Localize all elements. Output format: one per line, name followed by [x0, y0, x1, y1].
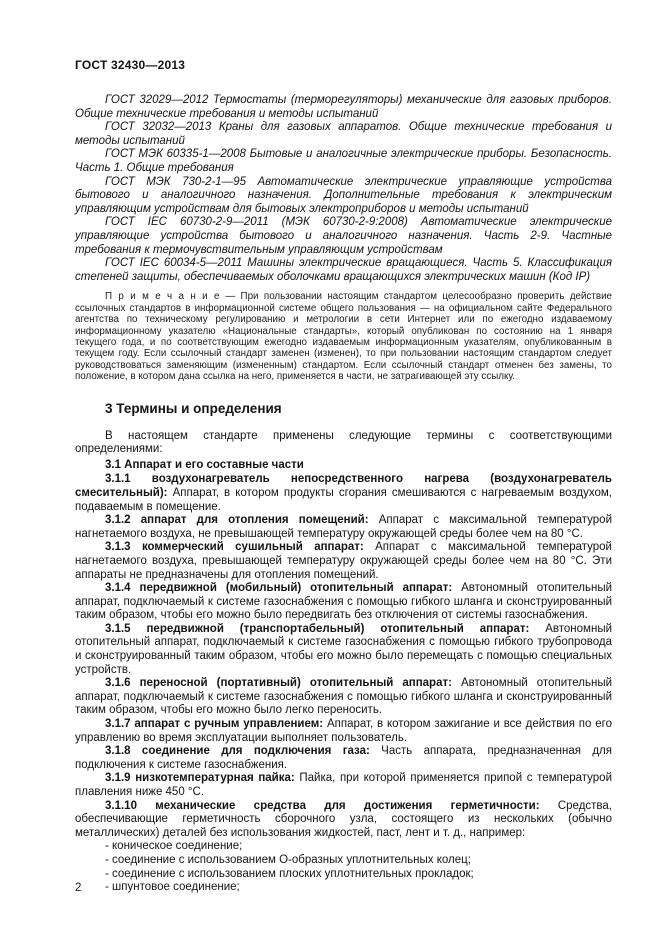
- term-item: [75, 718, 612, 745]
- term-name: 3.1.1 воздухонагреватель непосредственного нагрева (воздухонагреватель смесительный):: [75, 473, 612, 499]
- term-item: [75, 582, 612, 623]
- term-definition: Аппарат, в котором зажигание и все действия по его управлению во время эксплуатации выполняет пользователь.: [75, 718, 612, 744]
- term-item: [75, 677, 612, 718]
- reference-item: ГОСТ IEC 60730-2-9—2011 (МЭК 60730-2-9:2008) Автоматические электрические управляющие устройства бытового и аналогичного назначения. Часть 2-9. Частные требования к термочувствительным управляющим устройствам: [75, 216, 612, 256]
- term-definition: Автономный отопительный аппарат, подключаемый к системе газоснабжения с помощью гибкого шланга и сконструированный таким образом, чтобы его можно было передвигать без отключения от системы газоснабжения.: [75, 582, 613, 622]
- term-name: 3.1.10 механические средства для достижения герметичности:: [105, 799, 540, 812]
- term-name: 3.1.6 переносной (портативный) отопительный аппарат:: [105, 677, 452, 690]
- term-name: 3.1.4 передвижной (мобильный) отопительный аппарат:: [105, 582, 453, 595]
- term-item: [75, 473, 612, 514]
- reference-item: ГОСТ IEC 60034-5—2011 Машины электрические вращающиеся. Часть 5. Классификация степеней защиты, обеспечиваемых оболочками вращающихся электрических машин (Код IP): [75, 257, 612, 283]
- term-item: [75, 772, 612, 799]
- term-definition: Пайка, при которой применяется припой с температурой плавления ниже 450 °С.: [75, 772, 612, 798]
- term-name: 3.1.5 передвижной (транспортабельный) отопительный аппарат:: [105, 622, 530, 635]
- subsection-title: 3.1 Аппарат и его составные части: [105, 458, 304, 471]
- list-item: - соединение с использованием плоских уплотнительных прокладок;: [105, 867, 474, 880]
- reference-item: ГОСТ 32032—2013 Краны для газовых аппаратов. Общие технические требования и методы испытаний: [75, 121, 612, 147]
- list-item: - шпунтовое соединение;: [105, 881, 240, 894]
- term-item: [75, 623, 612, 677]
- reference-item: ГОСТ МЭК 730-2-1—95 Автоматические электрические управляющие устройства бытового и аналогичного назначения. Дополнительные требования к электрическим управляющим устройствам для бытовых электроприборов и методы испытаний: [75, 175, 612, 215]
- term-definition: Аппарат с максимальной температурой нагнетаемого воздуха, превышающей температуру окружающей среды более чем на 80 °С. Эти аппараты не предназначены для отопления помещений.: [75, 541, 612, 581]
- term-definition: Средства, обеспечивающие герметичность сборочного узла, состоящего из нескольких (обычно металлических) деталей без использования жидкостей, паст, лент и т. д., например:: [75, 799, 612, 839]
- term-name: 3.1.7 аппарат с ручным управлением:: [105, 718, 324, 731]
- term-name: 3.1.2 аппарат для отопления помещений:: [105, 514, 369, 527]
- term-name: 3.1.9 низкотемпературная пайка:: [105, 772, 295, 785]
- list-item: - коническое соединение;: [105, 840, 243, 853]
- term-definition: Часть аппарата, предназначенная для подключения к системе газоснабжения.: [75, 745, 612, 771]
- note-label: П р и м е ч а н и е: [105, 291, 220, 303]
- term-item: [75, 745, 612, 772]
- list-item: - соединение с использованием О-образных уплотнительных колец;: [105, 853, 471, 866]
- reference-item: ГОСТ МЭК 60335-1—2008 Бытовые и аналогичные электрические приборы. Безопасность. Часть 1. Общие требования: [75, 148, 612, 174]
- term-item: [75, 514, 612, 541]
- reference-item: ГОСТ 32029—2012 Термостаты (терморегуляторы) механические для газовых приборов. Общие технические требования и методы испытаний: [75, 94, 612, 120]
- section-intro: В настоящем стандарте применены следующие термины с соответствующими определениями:: [75, 429, 612, 456]
- term-definition: Аппарат с максимальной температурой нагнетаемого воздуха, не превышающей температуру окружающей среды более чем на 80 °С.: [75, 514, 612, 540]
- note-text: — При пользовании настоящим стандартом целесообразно проверить действие ссылочных стандартов в информационной системе общего пользования — на официальном сайте Федерального агентства по техническому регулированию и метрологии в сети Интернет или по ежегодно издаваемому информационному указателю «Национальные стандарты», который опубликован по состоянию на 1 января текущего года, и по соответствующим ежегодно издаваемым информационным указателям, опубликованным в текущем году. Если ссылочный стандарт заменен (изменен), то при пользовании настоящим стандартом следует руководствоваться заменяющим (измененным) стандартом. Если ссылочный стандарт отменен без замены, то положение, в котором дана ссылка на него, применяется в части, не затрагивающей эту ссылку.: [75, 291, 612, 383]
- term-definition: Автономный отопительный аппарат, подключаемый к системе газоснабжения с помощью гибкого трубопровода и сконструированный таким образом, чтобы его можно было перемещать с помощью специальных устройств.: [75, 622, 613, 676]
- term-item: [75, 541, 612, 582]
- term-definition: Автономный отопительный аппарат, подключаемый к системе газоснабжения с помощью гибкого шланга и сконструированный таким образом, чтобы его можно было легко переносить.: [75, 677, 613, 717]
- term-name: 3.1.3 коммерческий сушильный аппарат:: [105, 541, 364, 554]
- note-paragraph: [75, 291, 612, 382]
- term-name: 3.1.8 соединение для подключения газа:: [105, 745, 370, 758]
- document-header: ГОСТ 32430—2013: [75, 58, 186, 72]
- term-item: [75, 800, 612, 841]
- section-title: 3 Термины и определения: [105, 400, 282, 416]
- term-definition: Аппарат, в котором продукты сгорания смешиваются с нагреваемым воздухом, подаваемым в помещение.: [75, 486, 612, 513]
- page-number: 2: [75, 882, 82, 894]
